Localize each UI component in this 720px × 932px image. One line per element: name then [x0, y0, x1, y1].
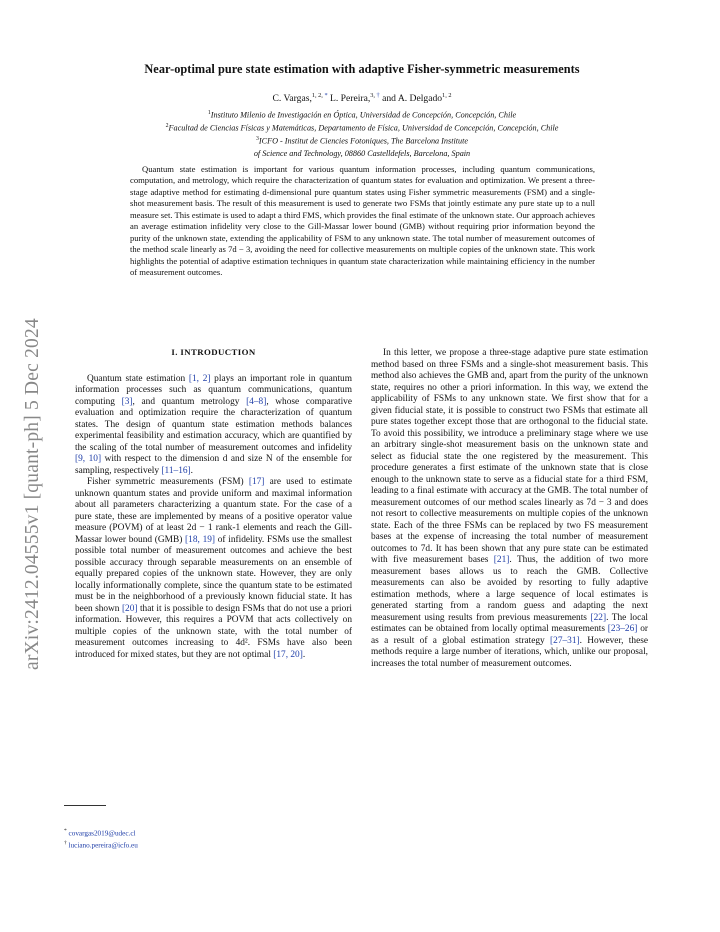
affiliation-2: [60, 121, 664, 134]
intro-paragraph-3: In this letter, we propose a three-stage adaptive pure state estimation method based on three FSMs and a single-shot measurement basis. This method also achieves the GMB and, apart from the purity of the unknown state, requires no other a priori information. In this way, we extend the applicability of FSMs to any unknown state. We first show that for a given fiducial state, it is possible to construct two FSMs that estimate all pure states together except those that are orthogonal to the fiducial state. To avoid this possibility, we introduce a preliminary stage where we use an arbitrary single-shot measurement basis on the unknown state and select as fiducial state the one registered by the measurement. This procedure generates a first estimate of the unknown state that is close enough to the unknown state to serve as a fiducial state for a third FSM, leading to a final estimate with accuracy at the GMB. The total number of measurement outcomes of our method scales linearly as 7d − 3 and does not resort to collective measurements on multiple copies of the unknown state. Each of the three FSMs can be replaced by two FS measurement bases at the expense of increasing the total number of measurement outcomes to 7d. It has been shown that any pure state can be estimated with five measurement bases [21]. Thus, the addition of two more measurement bases allows us to reach the GMB. Collective measurements can also be avoided by resorting to fully adaptive estimation methods, where a large sequence of local estimates is generated starting from a random guess and adapting the next measurement using results from previous measurements [22]. The local estimates can be obtained from locally optimal measurements [23–26] or as a result of a global estimation strategy [27–31]. However, these methods require a large number of iterations, which, unlike our proposal, increases the total number of measurement outcomes.: [371, 348, 649, 669]
intro-paragraph-2: Fisher symmetric measurements (FSM) [17] are used to estimate unknown quantum states and provide uniform and maximal information about all parameters characterizing a quantum state. For the case of a pure state, these are implemented by means of a positive operator value measure (POVM) of at least 2d − 1 rank-1 elements and reach the Gill-Massar lower bound (GMB) [18, 19] of infidelity. FSMs use the smallest possible total number of measurement outcomes and achieve the best possible accuracy through separable measurements on an ensemble of equally prepared copies of the unknown state. However, they are only locally informationally complete, since the quantum state to be estimated must be in the neighborhood of a previously known fiducial state. It has been shown [20] that it is possible to design FSMs that do not use a priori information. However, this requires a POVM that acts collectively on multiple copies of the unknown state, with the total number of measurement outcomes increasing to 4d². FSMs have also been introduced for mixed states, but they are not optimal [17, 20].: [75, 477, 352, 660]
affiliation-3-cont: of Science and Technology, 08860 Castelldefels, Barcelona, Spain: [253, 148, 471, 158]
arxiv-sidebar-stamp: [22, 250, 42, 670]
citation-link[interactable]: [11–16]: [161, 465, 191, 476]
author-delgado: and A. Delgado: [382, 93, 443, 105]
affiliation-3-line1: ICFO - Institut de Ciencies Fotoniques, The Barcelona Institute: [258, 137, 469, 147]
affiliation-1-number: 1: [207, 110, 211, 116]
affiliation-3-number: 3: [255, 136, 259, 143]
author-pereira-footnote-link[interactable]: †: [376, 92, 380, 99]
author-pereira-affil: 3,: [370, 92, 377, 99]
section-heading-introduction: I. INTRODUCTION: [171, 347, 256, 357]
intro-paragraph-1: Quantum state estimation [1, 2] plays an important role in quantum information processes such as quantum communications, quantum computing [3], and quantum metrology [4–8], whose comparative evaluation and optimization require the characterization of quantum states. The design of quantum state estimation methods balances experimental feasibility and estimation accuracy, which are quantified by the scaling of the total number of measurement outcomes and infidelity [9, 10] with respect to the dimension d and size N of the ensemble for sampling, respectively [11–16].: [75, 373, 352, 476]
citation-link[interactable]: [17, 20]: [273, 649, 303, 660]
abstract: Quantum state estimation is important for various quantum information processes, including quantum communications, computation, and metrology, which require the characterization of quantum states for evaluation and optimization. We present a three-stage adaptive method for estimating d-dimensional pure quantum states using Fisher symmetric measurements (FSM) and a single-shot measurement basis. The result of this measurement is used to generate two FSMs that jointly estimate any pure state up to a null measure set. This estimate is used to adapt a third FMS, which provides the final estimate of the unknown state. Our approach achieves an average estimation infidelity very close to the Gill-Massar lower bound (GMB) without requiring prior information beyond the purity of the unknown state, extending the applicability of FSM to any unknown state. The total number of measurement outcomes of the method scale linearly as 7d − 3, avoiding the need for collective measurements on multiple copies of the unknown state. This work highlights the potential of adaptive estimation techniques in quantum state characterization while maintaining efficiency in the number of measurement outcomes.: [130, 164, 595, 278]
citation-link[interactable]: [18, 19]: [185, 534, 216, 545]
author-pereira: L. Pereira,: [330, 93, 371, 105]
right-column: [371, 348, 648, 670]
email-link-vargas[interactable]: covargas2019@udec.cl: [68, 829, 136, 838]
author-vargas-affil: 1, 2,: [311, 92, 325, 99]
author-vargas-footnote-link[interactable]: *: [324, 92, 328, 99]
citation-link[interactable]: [27–31]: [550, 635, 580, 646]
citation-link[interactable]: [1, 2]: [188, 373, 211, 384]
affiliation-2-number: 2: [165, 123, 169, 130]
arxiv-identifier: arXiv:2412.04555v1 [quant-ph] 5 Dec 2024: [22, 318, 43, 670]
affiliation-2-text: Facultad de Ciencias Físicas y Matemáticas, Departamento de Física, Universidad de Concepción, Concepción, Chile: [168, 123, 559, 133]
email-link-pereira[interactable]: luciano.pereira@icfo.eu: [68, 841, 138, 850]
citation-link[interactable]: [3]: [121, 396, 133, 407]
citation-link[interactable]: [23–26]: [607, 624, 638, 634]
citation-link[interactable]: [22]: [590, 612, 607, 623]
footnote-1: [64, 826, 136, 838]
citation-link[interactable]: [9, 10]: [75, 454, 102, 464]
footnote-1-mark: *: [64, 828, 67, 834]
citation-link[interactable]: [21]: [493, 555, 510, 565]
affiliations: [60, 108, 664, 159]
left-column: [75, 347, 352, 661]
affiliation-1-text: Instituto Milenio de Investigación en Óptica, Universidad de Concepción, Concepción, Chile: [210, 110, 517, 120]
author-list: [60, 92, 664, 104]
citation-link[interactable]: [4–8]: [246, 396, 267, 407]
affiliation-1: [60, 108, 664, 121]
footnote-divider: [64, 805, 106, 806]
author-delgado-affil: 1, 2: [442, 92, 452, 99]
paper-title: Near-optimal pure state estimation with adaptive Fisher-symmetric measurements: [144, 62, 580, 76]
affiliation-3: [60, 134, 664, 147]
citation-link[interactable]: [20]: [121, 603, 138, 614]
citation-link[interactable]: [17]: [248, 477, 265, 487]
author-vargas: C. Vargas,: [272, 93, 312, 105]
footnote-2: [64, 838, 138, 850]
footnote-2-mark: †: [64, 840, 67, 846]
